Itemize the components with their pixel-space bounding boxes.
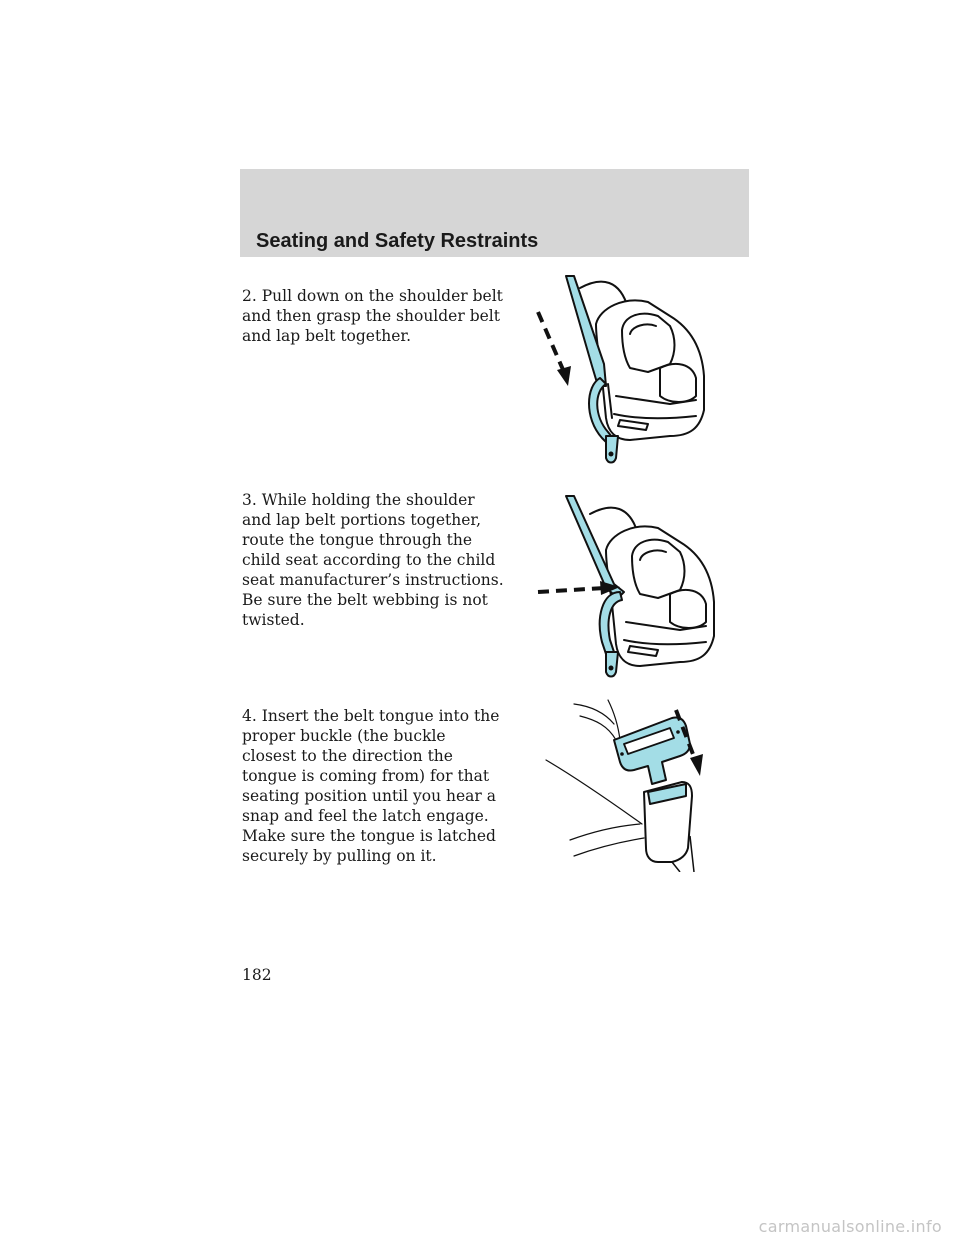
watermark: carmanualsonline.info bbox=[758, 1217, 942, 1236]
child-seat-route-tongue-illustration bbox=[530, 492, 730, 688]
step-4-text: 4. Insert the belt tongue into the proper buckle (the buckle closest to the direction the tongue is coming from) for that seating position until you hear a snap and feel the latch engage. Make sure the tongue is latched securely by pulling on it. bbox=[242, 707, 500, 865]
section-header bbox=[240, 169, 749, 257]
section-title: Seating and Safety Restraints bbox=[256, 230, 539, 252]
step-2-text: 2. Pull down on the shoulder belt and then grasp the shoulder belt and lap belt together. bbox=[242, 287, 503, 345]
step-3-text: 3. While holding the shoulder and lap belt portions together, route the tongue through the child seat according to the child seat manufacturer’s instructions. Be sure the belt webbing is not twisted. bbox=[242, 491, 504, 629]
buckle-latch-illustration bbox=[540, 696, 740, 872]
child-seat-pull-belt-illustration bbox=[520, 268, 720, 468]
page-number: 182 bbox=[242, 966, 272, 984]
